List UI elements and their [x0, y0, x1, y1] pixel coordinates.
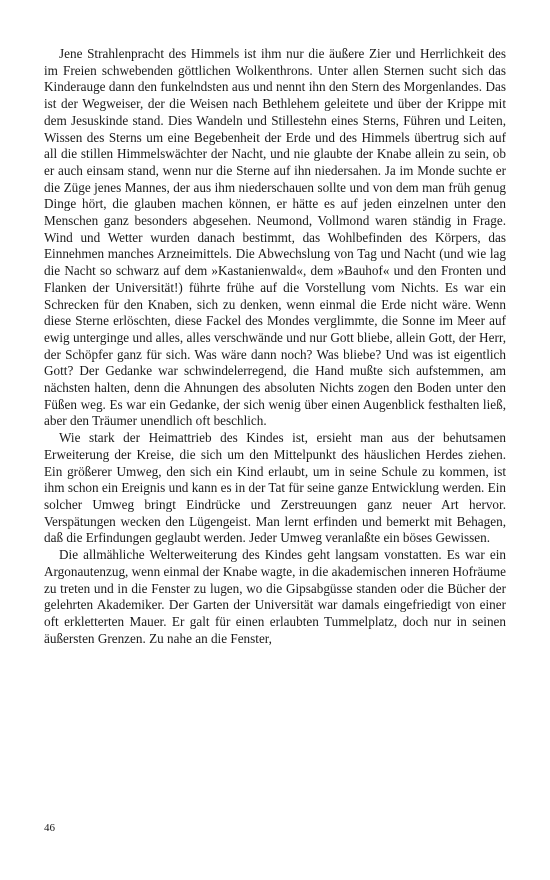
page-body [44, 46, 506, 647]
paragraph-3: Die allmähliche Welterweiterung des Kindes geht langsam vonstatten. Es war ein Argonautenzug, wenn einmal der Knabe wagte, in die akademischen inneren Hofräume zu treten und in die Fenster zu lugen, wo die Gipsabgüsse standen oder die Bücher der gelehrten Akademiker. Der Garten der Universität war damals eingefriedigt von einer oft erkletterten Mauer. Er galt für einen erlaubten Tummelplatz, doch nur in seinen äußersten Grenzen. Zu nahe an die Fenster, [44, 547, 506, 646]
paragraph-1: Jene Strahlenpracht des Himmels ist ihm nur die äußere Zier und Herrlichkeit des im Freien schwebenden göttlichen Wolkenthrons. Unter allen Sternen sucht sich das Kinderauge dann den funkelndsten aus und nennt ihn den Stern des Morgenlandes. Das ist der Wegweiser, der die Weisen nach Bethlehem geleitete und über der Krippe mit dem Jesuskinde stand. Dies Wandeln und Stillestehn eines Sterns, Führen und Leiten, Wissen des Sterns um eine Begebenheit der Erde und des Himmels übertrug sich auf all die stillen Himmelswächter der Nacht, und nie glaubte der Knabe allein zu sein, ob er auch einsam stand, wenn nur die Sterne auf ihn niedersahen. Ja im Monde suchte er die Züge jenes Mannes, der aus ihm niederschauen sollte und von dem man früh genug Dinge hört, die glauben machen können, er hätte es auf jeden einzelnen unter den Menschen ganz besonders abgesehen. Neumond, Vollmond waren ständig in Frage. Wind und Wetter wurden danach bestimmt, das Wohlbefinden des Körpers, das Einnehmen manches Arzneimittels. Die Abwechslung von Tag und Nacht (und wie lag die Nacht so schwarz auf dem »Kastanienwald«, dem »Bauhof« und den Fronten und Flanken der Universität!) führte frühe auf die Vorstellung vom Nichts. Es war ein Schrecken für den Knaben, sich zu denken, wenn einmal die Erde nicht wäre. Wenn diese Sterne erlöschten, diese Fackel des Mondes verglimmte, die Sonne im Meer auf ewig unterginge und alles, alles verschwände und nur Gott bliebe, allein Gott, der Herr, der Schöpfer ganz für sich. Was wäre dann noch? Was bliebe? Und was ist eigentlich Gott? Der Gedanke war schwindelerregend, die Hand mußte sich aufstemmen, am nächsten halten, denn die Ahnungen des absoluten Nichts zogen den Boden unter den Füßen weg. Es war ein Gedanke, der sich wenig über einen Augenblick festhalten ließ, aber den Träumer unendlich oft beschlich. [44, 46, 506, 429]
page-number: 46 [44, 822, 55, 834]
paragraph-2: Wie stark der Heimattrieb des Kindes ist, ersieht man aus der behutsamen Erweiterung der Kreise, die sich um den Mittelpunkt des häuslichen Herdes ziehen. Ein größerer Umweg, den sich ein Kind erlaubt, um in seine Schule zu kommen, ist ihm schon ein Ereignis und kann es in der Tat für seine ganze Entwicklung werden. Ein solcher Umweg bringt Eindrücke und Zerstreuungen ganz neuer Art hervor. Verspätungen wecken den Lügengeist. Man lernt erfinden und bemerkt mit Behagen, daß die Erfindungen geglaubt werden. Jeder Umweg veranlaßte ein böses Gewissen. [44, 430, 506, 546]
